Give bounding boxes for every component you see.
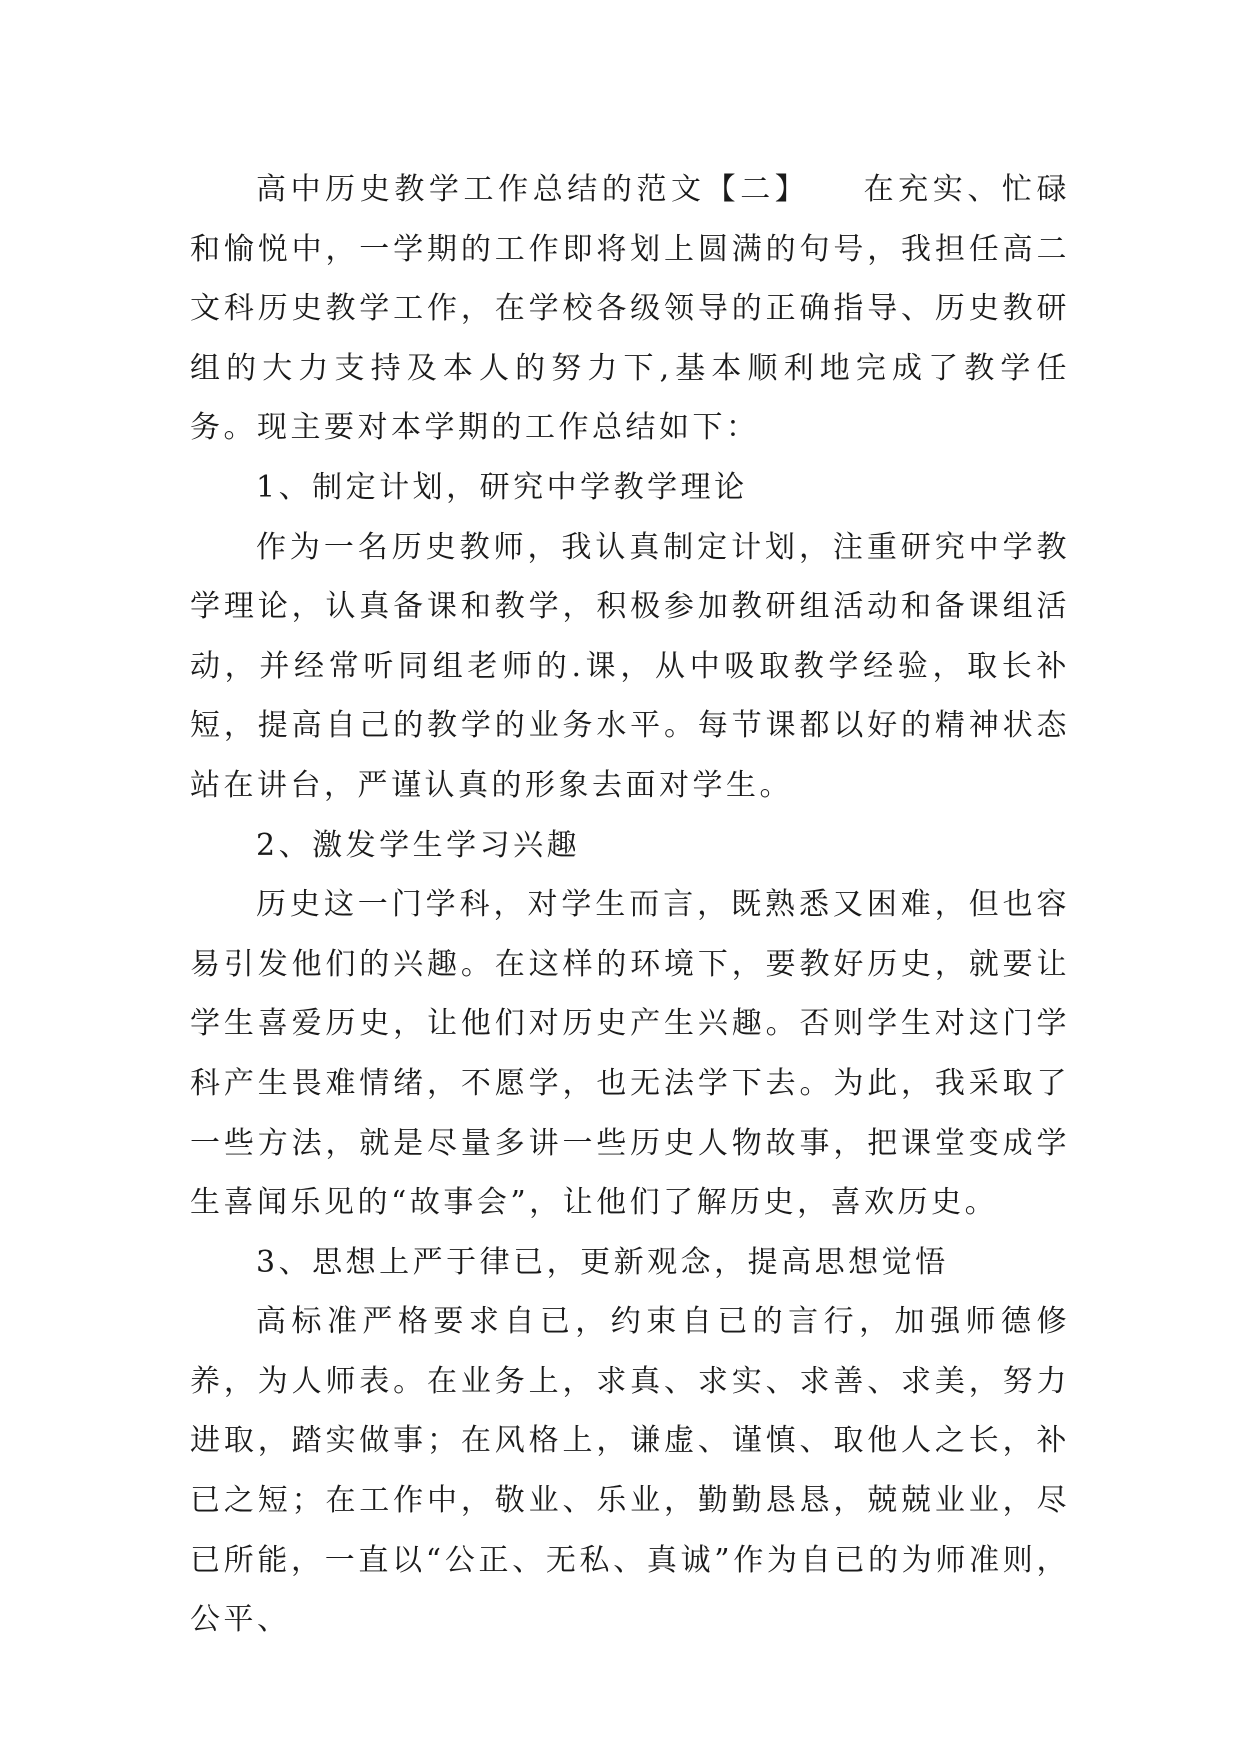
- document-page: [190, 160, 1070, 1650]
- section-2-heading: 2、激发学生学习兴趣: [256, 827, 581, 863]
- section-3-heading: 3、思想上严于律已，更新观念，提高思想觉悟: [256, 1244, 949, 1280]
- section-2-body: 历史这一门学科，对学生而言，既熟悉又困难，但也容易引发他们的兴趣。在这样的环境下，要教好历史，就要让学生喜爱历史，让他们对历史产生兴趣。否则学生对这门学科产生畏难情绪，不愿学，也无法学下去。为此，我采取了一些方法，就是尽量多讲一些历史人物故事，把课堂变成学生喜闻乐见的“故事会”，让他们了解历史，喜欢历史。: [190, 887, 1070, 1221]
- section-1-heading: 1、制定计划，研究中学教学理论: [256, 469, 748, 505]
- section-3-body: 高标准严格要求自已，约束自已的言行，加强师德修养，为人师表。在业务上，求真、求实、求善、求美，努力进取，踏实做事；在风格上，谦虚、谨慎、取他人之长，补已之短；在工作中，敬业、乐业，勤勤恳恳，兢兢业业，尽已所能，一直以“公正、无私、真诚”作为自已的为师准则，公平、: [190, 1304, 1070, 1638]
- intro-paragraph: 高中历史教学工作总结的范文【二】 在充实、忙碌和愉悦中，一学期的工作即将划上圆满的句号，我担任高二文科历史教学工作，在学校各级领导的正确指导、历史教研组的大力支持及本人的努力下,基本顺利地完成了教学任务。现主要对本学期的工作总结如下：: [190, 172, 1070, 446]
- section-1-body: 作为一名历史教师，我认真制定计划，注重研究中学教学理论，认真备课和教学，积极参加教研组活动和备课组活动，并经常听同组老师的.课，从中吸取教学经验，取长补短，提高自己的教学的业务水平。每节课都以好的精神状态站在讲台，严谨认真的形象去面对学生。: [190, 529, 1070, 803]
